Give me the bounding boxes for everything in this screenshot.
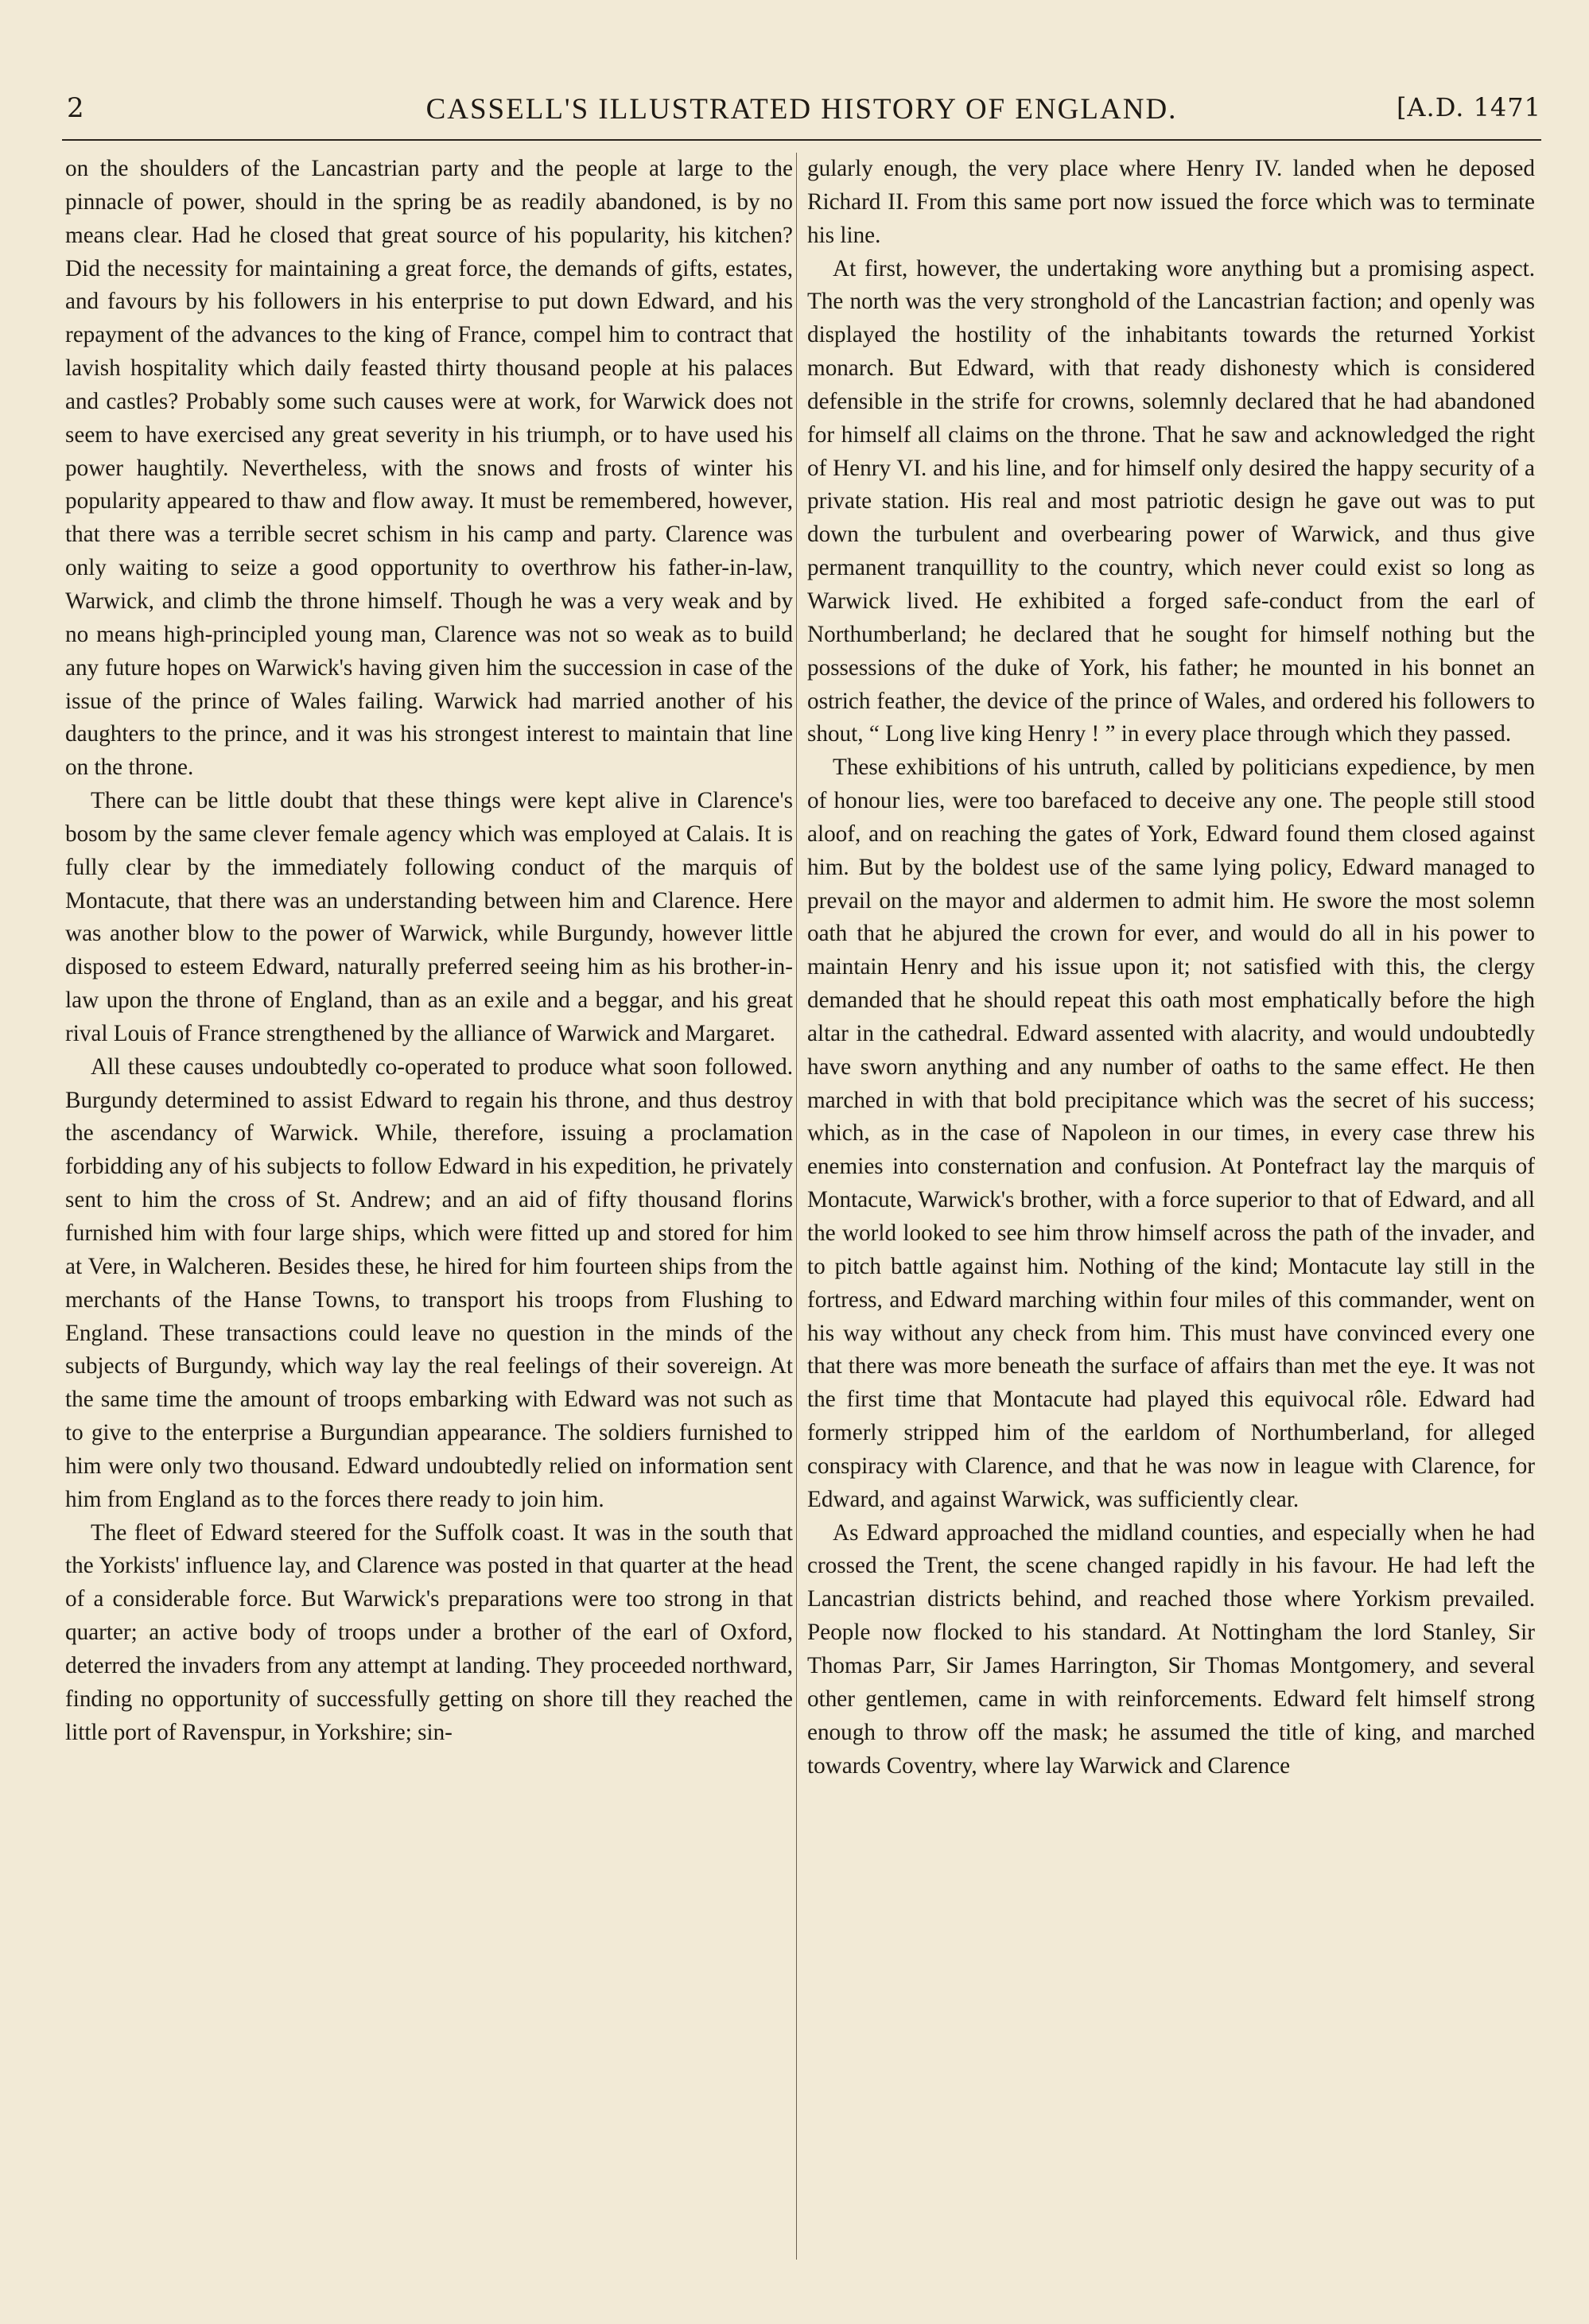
left-column <box>65 153 793 2260</box>
page-number: 2 <box>67 92 84 124</box>
book-title: CASSELL'S ILLUSTRATED HISTORY OF ENGLAND. <box>425 93 1178 126</box>
paragraph: There can be little doubt that these things were kept alive in Clarence's bosom by the same clever female agency which was employed at Calais. It is fully clear by the immediately following conduct of the marquis of Montacute, that there was an understanding between him and Clarence. Here was another blow to the power of Warwick, while Burgundy, however little disposed to esteem Edward, naturally preferred seeing him as his brother-in-law upon the throne of England, than as an exile and a beggar, and his great rival Louis of France strengthened by the alliance of Warwick and Margaret. <box>65 788 793 1046</box>
paragraph: At first, however, the undertaking wore anything but a promising aspect. The north was the very stronghold of the Lancastrian faction; and openly was displayed the hostility of the inhabitants towards the returned Yorkist monarch. But Edward, with that ready dishonesty which is considered defensible in the strife for crowns, solemnly declared that he had abandoned for himself all claims on the throne. That he saw and acknowledged the right of Henry VI. and his line, and for himself only desired the happy security of a private station. His real and most patriotic design he gave out was to put down the turbulent and overbearing power of Warwick, and thus give permanent tranquillity to the country, which never could exist so long as Warwick lived. He exhibited a forged safe-conduct from the earl of Northumberland; he declared that he sought for himself nothing but the possessions of the duke of York, his father; he mounted in his bonnet an ostrich feather, the device of the prince of Wales, and ordered his followers to shout, “ Long live king Henry ! ” in every place through which they passed. <box>807 255 1535 747</box>
paragraph: The fleet of Edward steered for the Suffolk coast. It was in the south that the Yorkists' influence lay, and Clarence was posted in that quarter at the head of a considerable force. But Warwick's preparations were too strong in that quarter; an active body of troops under a brother of the earl of Oxford, deterred the invaders from any attempt at landing. They proceeded northward, finding no opportunity of successfully getting on shore till they reached the little port of Ravenspur, in Yorkshire; sin- <box>65 1519 793 1745</box>
header-rule <box>62 139 1541 141</box>
paragraph: All these causes undoubtedly co-operated to produce what soon followed. Burgundy determined to assist Edward to regain his throne, and thus destroy the ascendancy of Warwick. While, therefore, issuing a proclamation forbidding any of his subjects to follow Edward in his expedition, he privately sent to him the cross of St. Andrew; and an aid of fifty thousand florins furnished him with four large ships, which were fitted up and stored for him at Vere, in Walcheren. Besides these, he hired for him fourteen ships from the merchants of the Hanse Towns, to transport his troops from Flushing to England. These transactions could leave no question in the minds of the subjects of Burgundy, which way lay the real feelings of their sovereign. At the same time the amount of troops embarking with Edward was not such as to give to the enterprise a Burgundian appearance. The soldiers furnished to him were only two thousand. Edward undoubtedly relied on information sent him from England as to the forces there ready to join him. <box>65 1053 793 1512</box>
running-header <box>62 87 1541 135</box>
paragraph: These exhibitions of his untruth, called by politicians expedience, by men of honour lies, were too barefaced to deceive any one. The people still stood aloof, and on reaching the gates of York, Edward found them closed against him. But by the boldest use of the same lying policy, Edward managed to prevail on the mayor and aldermen to admit him. He swore the most solemn oath that he abjured the crown for ever, and would do all in his power to maintain Henry and his issue upon it; not satisfied with this, the clergy demanded that he should repeat this oath most emphatically before the high altar in the cathedral. Edward assented with alacrity, and would undoubtedly have sworn anything and any number of oaths to the same effect. He then marched in with that bold precipitance which was the secret of his success; which, as in the case of Napoleon in our times, in every case threw his enemies into consternation and confusion. At Pontefract lay the marquis of Montacute, Warwick's brother, with a force superior to that of Edward, and all the world looked to see him throw himself across the path of the invader, and to pitch battle against him. Nothing of the kind; Montacute lay still in the fortress, and Edward marching within four miles of this commander, went on his way without any check from him. This must have convinced every one that there was more beneath the surface of affairs than met the eye. It was not the first time that Montacute had played this equivocal rôle. Edward had formerly stripped him of the earldom of Northumberland, for alleged conspiracy with Clarence, and that he was now in league with Clarence, for Edward, and against Warwick, was sufficiently clear. <box>807 755 1535 1512</box>
paragraph: on the shoulders of the Lancastrian party and the people at large to the pinnacle of power, should in the spring be as readily abandoned, is by no means clear. Had he closed that great source of his popularity, his kitchen? Did the necessity for maintaining a great force, the demands of gifts, estates, and favours by his followers in his enterprise to put down Edward, and his repayment of the advances to the king of France, compel him to contract that lavish hospitality which daily feasted thirty thousand people at his palaces and castles? Probably some such causes were at work, for Warwick does not seem to have exercised any great severity in his triumph, or to have used his power haughtily. Nevertheless, with the snows and frosts of winter his popularity appeared to thaw and flow away. It must be remembered, however, that there was a terrible secret schism in his camp and party. Clarence was only waiting to seize a good opportunity to overthrow his father-in-law, Warwick, and climb the throne himself. Though he was a very weak and by no means high-principled young man, Clarence was not so weak as to build any future hopes on Warwick's having given him the succession in case of the issue of the prince of Wales failing. Warwick had married another of his daughters to the prince, and it was his strongest interest to maintain that line on the throne. <box>65 156 793 781</box>
right-column <box>807 153 1535 2260</box>
header-date: [A.D. 1471 <box>1396 92 1541 122</box>
paragraph: gularly enough, the very place where Henry IV. landed when he deposed Richard II. From this same port now issued the force which was to terminate his line. <box>807 156 1535 248</box>
paragraph: As Edward approached the midland counties, and especially when he had crossed the Trent, the scene changed rapidly in his favour. He had left the Lancastrian districts behind, and reached those where Yorkism prevailed. People now flocked to his standard. At Nottingham the lord Stanley, Sir Thomas Parr, Sir James Harrington, Sir Thomas Montgomery, and several other gentlemen, came in with reinforcements. Edward felt himself strong enough to throw off the mask; he assumed the title of king, and marched towards Coventry, where lay Warwick and Clarence <box>807 1519 1535 1779</box>
column-divider <box>796 153 797 2260</box>
